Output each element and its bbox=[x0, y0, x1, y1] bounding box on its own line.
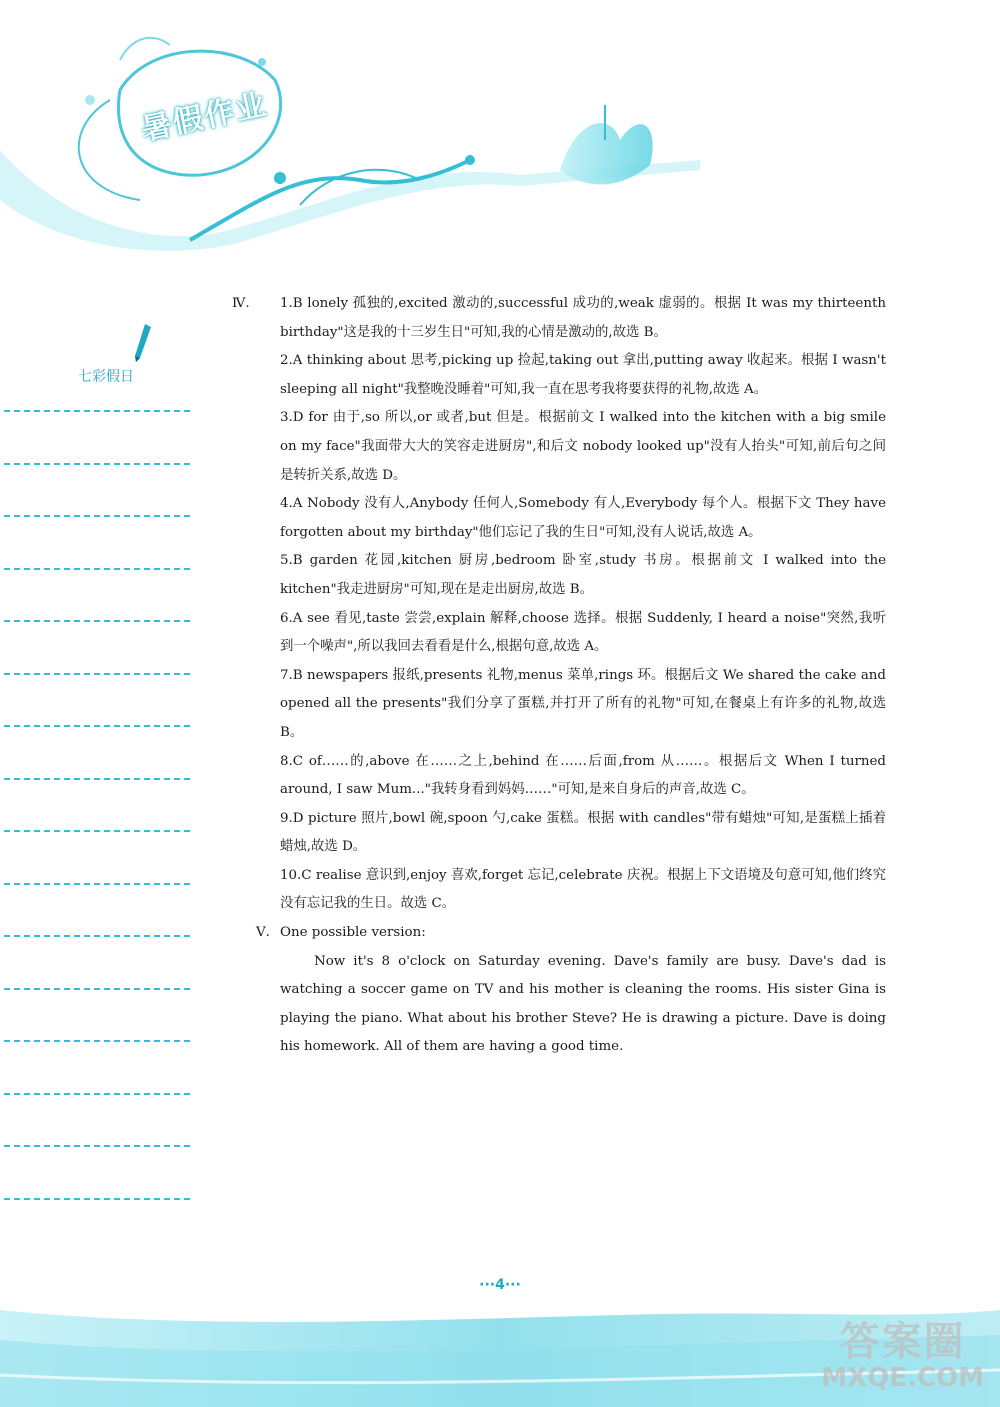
note-line bbox=[4, 463, 190, 465]
watermark-main: 答案圈 bbox=[839, 1319, 966, 1365]
note-line bbox=[4, 988, 190, 990]
note-line bbox=[4, 410, 190, 412]
note-lines bbox=[4, 410, 190, 1250]
sidebar-label: 七彩假日 bbox=[78, 369, 134, 385]
note-line bbox=[4, 568, 190, 570]
note-line bbox=[4, 935, 190, 937]
watermark bbox=[821, 1310, 984, 1393]
section-4-item: 3.D for 由于,so 所以,or 或者,but 但是。根据前文 I walked into the kitchen with a big smile on my face"我面带大大的笑容走进厨房",和后文 nobody looked up"没有人抬头"可知,前后句之间是转折关系,故选 D。 bbox=[280, 410, 886, 483]
section-5-label: Ⅴ. bbox=[256, 925, 270, 941]
note-line bbox=[4, 830, 190, 832]
note-line bbox=[4, 1145, 190, 1147]
note-line bbox=[4, 725, 190, 727]
note-line bbox=[4, 883, 190, 885]
note-line bbox=[4, 673, 190, 675]
section-4-item: 6.A see 看见,taste 尝尝,explain 解释,choose 选择。根据 Suddenly, I heard a noise"突然,我听到一个噪声",所以我回去看看是什么,根据句意,故选 A。 bbox=[280, 610, 886, 655]
section-4-item bbox=[232, 290, 886, 347]
section-4-item: 7.B newspapers 报纸,presents 礼物,menus 菜单,rings 环。根据后文 We shared the cake and opened all the presents"我们分享了蛋糕,并打开了所有的礼物"可知,在餐桌上有许多的礼物,故选 B。 bbox=[280, 667, 886, 740]
answer-content bbox=[232, 290, 886, 1062]
section-4-item: 5.B garden 花园,kitchen 厨房,bedroom 卧室,study 书房。根据前文 I walked into the kitchen"我走进厨房"可知,现在是走出厨房,故选 B。 bbox=[280, 553, 886, 597]
section-4-label: Ⅳ. bbox=[232, 296, 250, 311]
note-line bbox=[4, 778, 190, 780]
note-line bbox=[4, 1040, 190, 1042]
section-4-item: 9.D picture 照片,bowl 碗,spoon 勺,cake 蛋糕。根据 with candles"带有蜡烛"可知,是蛋糕上插着蜡烛,故选 D。 bbox=[280, 810, 886, 855]
section-5-intro: One possible version: bbox=[280, 925, 426, 941]
section-4-item: 2.A thinking about 思考,picking up 捡起,taking out 拿出,putting away 收起来。根据 I wasn't sleeping all night"我整晚没睡着"可知,我一直在思考我将要获得的礼物,故选 A。 bbox=[280, 353, 886, 397]
note-line bbox=[4, 1093, 190, 1095]
section-4-item: 10.C realise 意识到,enjoy 喜欢,forget 忘记,celebrate 庆祝。根据上下文语境及句意可知,他们终究没有忘记我的生日。故选 C。 bbox=[280, 867, 886, 912]
note-line bbox=[4, 515, 190, 517]
section-5-heading bbox=[256, 919, 886, 948]
essay-paragraph: Now it's 8 o'clock on Saturday evening. Dave's family are busy. Dave's dad is watching a soccer game on TV and his mother is cleaning the rooms. His sister Gina is playing the piano. What about his brother Steve? He is drawing a picture. Dave is doing his homework. All of them are having a good time. bbox=[280, 953, 886, 1055]
watermark-sub: MXQE.COM bbox=[821, 1363, 984, 1393]
section-4-item: 4.A Nobody 没有人,Anybody 任何人,Somebody 有人,Everybody 每个人。根据下文 They have forgotten about my birthday"他们忘记了我的生日"可知,没有人说话,故选 A。 bbox=[280, 496, 886, 540]
header-decoration bbox=[0, 0, 760, 260]
header-title: 暑假作业 bbox=[138, 86, 271, 148]
section-4-item: 8.C of……的,above 在……之上,behind 在……后面,from 从……。根据后文 When I turned around, I saw Mum..."我转身看到妈妈……"可知,是来自身后的声音,故选 C。 bbox=[280, 753, 886, 798]
note-line bbox=[4, 620, 190, 622]
answer-text: 1.B lonely 孤独的,excited 激动的,successful 成功的,weak 虚弱的。根据 It was my thirteenth birthday"这是我的十三岁生日"可知,我的心情是激动的,故选 B。 bbox=[280, 296, 886, 340]
page-number: ···4··· bbox=[479, 1277, 521, 1293]
pencil-icon bbox=[132, 322, 154, 366]
note-line bbox=[4, 1198, 190, 1200]
